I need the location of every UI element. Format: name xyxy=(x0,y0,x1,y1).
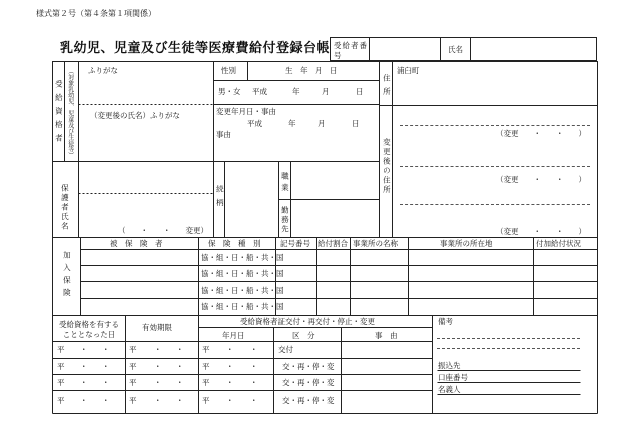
address-dotted-line xyxy=(400,125,590,126)
row4-eligibility-dot: ・ xyxy=(80,396,88,405)
furigana-label: ふりがな xyxy=(88,66,118,75)
insurance-col-type: 保 険 種 別 xyxy=(208,239,261,248)
row4-validity-dot: ・ xyxy=(176,396,184,405)
changed-name-furigana-label: （変更後の氏名）ふりがな xyxy=(90,111,180,120)
form-title: 乳幼児、児童及び生徒等医療費給付登録台帳 xyxy=(60,41,331,56)
row2-category[interactable]: 交・再・停・変 xyxy=(282,362,335,371)
insurance-col-number: 記号番号 xyxy=(280,239,310,248)
form-number: 様式第２号（第４条第１項関係） xyxy=(36,9,156,18)
birth-year-unit: 年 xyxy=(292,87,300,96)
recipient-number-field[interactable] xyxy=(371,39,439,60)
row2-issue-dot: ・ xyxy=(250,362,258,371)
reason-label: 事由 xyxy=(216,130,231,139)
row2-eligibility-era: 平 xyxy=(57,362,65,371)
row3-issue-era: 平 xyxy=(202,378,210,387)
insurance-col-office-address: 事業所の所在地 xyxy=(440,239,493,248)
changed-name-field[interactable] xyxy=(79,124,212,160)
change-year-unit: 年 xyxy=(288,119,296,128)
issue-header: 受給資格者証交付・再交付・停止・変更 xyxy=(240,317,375,326)
row1-validity-era: 平 xyxy=(129,345,137,354)
birth-era: 平成 xyxy=(252,87,267,96)
address-town: 浦臼町 xyxy=(397,66,420,75)
eligibility-date-header: 受給資格を有することとなった日 xyxy=(59,320,119,340)
address-field[interactable] xyxy=(393,62,596,104)
row3-eligibility-dot: ・ xyxy=(102,378,110,387)
guardian-name-field[interactable] xyxy=(79,163,212,223)
row4-issue-dot: ・ xyxy=(226,396,234,405)
recipient-sub-label: （対象乳幼児、児童及び生徒等） xyxy=(66,68,74,158)
issue-date-col: 年月日 xyxy=(222,331,245,340)
bank-transfer-label: 振込先 xyxy=(438,361,461,370)
insurance-section-label: 加入保険 xyxy=(62,251,72,301)
row1-issue-dot: ・ xyxy=(226,345,234,354)
row3-eligibility-dot: ・ xyxy=(80,378,88,387)
birth-date-label: 生 年 月 日 xyxy=(285,66,338,75)
insurance-type-row[interactable]: 協・組・日・船・共・国 xyxy=(201,269,284,278)
name-label: 氏名 xyxy=(448,45,463,54)
row1-eligibility-dot: ・ xyxy=(80,345,88,354)
row1-validity-dot: ・ xyxy=(176,345,184,354)
address-dotted-line xyxy=(400,166,590,167)
row3-issue-dot: ・ xyxy=(250,378,258,387)
remarks-dotted-line xyxy=(437,338,580,339)
row1-issue-era: 平 xyxy=(202,345,210,354)
insurance-col-benefit-ratio: 給付割合 xyxy=(318,239,348,248)
insurance-type-row[interactable]: 協・組・日・船・共・国 xyxy=(201,286,284,295)
gender-label: 性別 xyxy=(221,66,236,75)
row4-eligibility-era: 平 xyxy=(57,396,65,405)
row2-eligibility-dot: ・ xyxy=(80,362,88,371)
row3-validity-dot: ・ xyxy=(176,378,184,387)
recipient-name-field[interactable] xyxy=(79,78,212,103)
guardian-name-label: 保護者氏名 xyxy=(60,184,70,232)
insurance-col-office-name: 事業所の名称 xyxy=(353,239,398,248)
relation-label: 続柄 xyxy=(215,185,225,212)
row2-eligibility-dot: ・ xyxy=(102,362,110,371)
insurance-type-row[interactable]: 協・組・日・船・共・国 xyxy=(201,302,284,311)
row1-issue-dot: ・ xyxy=(250,345,258,354)
changed-address-label: 変更後の住所 xyxy=(382,138,392,195)
row2-validity-dot: ・ xyxy=(176,362,184,371)
row1-eligibility-dot: ・ xyxy=(102,345,110,354)
address-label: 住所 xyxy=(382,74,392,101)
row4-category[interactable]: 交・再・停・変 xyxy=(282,396,335,405)
recipient-number-label: 受給者番 号 xyxy=(334,41,377,60)
row4-issue-dot: ・ xyxy=(250,396,258,405)
change-month-unit: 月 xyxy=(318,119,326,128)
row2-validity-dot: ・ xyxy=(154,362,162,371)
row2-issue-dot: ・ xyxy=(226,362,234,371)
change-date-reason-label: 変更年月日・事由 xyxy=(216,107,276,116)
birth-month-unit: 月 xyxy=(322,87,330,96)
insurance-col-extra-benefit: 付加給付状況 xyxy=(536,239,581,248)
insurance-col-insured: 被 保 険 者 xyxy=(110,239,163,248)
address-dotted-line xyxy=(400,204,590,205)
address-change-note-1: （変更 ・ ・ ） xyxy=(496,129,586,138)
row4-eligibility-dot: ・ xyxy=(102,396,110,405)
account-number-label: 口座番号 xyxy=(438,373,468,382)
gender-options[interactable]: 男・女 xyxy=(218,87,241,96)
account-holder-label: 名義人 xyxy=(438,385,461,394)
row3-validity-dot: ・ xyxy=(154,378,162,387)
guardian-change-note: （ ・ ・ 変更） xyxy=(118,226,208,235)
remarks-label: 備考 xyxy=(438,317,453,326)
address-change-note-3: （変更 ・ ・ ） xyxy=(496,227,586,236)
name-field[interactable] xyxy=(472,39,596,60)
birth-day-unit: 日 xyxy=(356,87,364,96)
row3-validity-era: 平 xyxy=(129,378,137,387)
occupation-label: 職業 xyxy=(280,172,290,195)
remarks-dotted-line xyxy=(437,348,580,349)
insurance-type-row[interactable]: 協・組・日・船・共・国 xyxy=(201,253,284,262)
validity-header: 有効期限 xyxy=(142,323,172,332)
change-day-unit: 日 xyxy=(352,119,360,128)
row4-validity-era: 平 xyxy=(129,396,137,405)
row2-validity-era: 平 xyxy=(129,362,137,371)
row4-issue-era: 平 xyxy=(202,396,210,405)
row3-issue-dot: ・ xyxy=(226,378,234,387)
address-change-note-2: （変更 ・ ・ ） xyxy=(496,175,586,184)
recipient-section-label: 受給資格者 xyxy=(54,80,64,148)
workplace-label: 勤務先 xyxy=(280,206,290,235)
row1-validity-dot: ・ xyxy=(154,345,162,354)
issue-reason-col: 事 由 xyxy=(375,331,398,340)
issue-category-col: 区 分 xyxy=(292,331,315,340)
row4-validity-dot: ・ xyxy=(154,396,162,405)
row1-category: 交付 xyxy=(278,345,293,354)
change-era: 平成 xyxy=(247,119,262,128)
row2-issue-era: 平 xyxy=(202,362,210,371)
row3-eligibility-era: 平 xyxy=(57,378,65,387)
row3-category[interactable]: 交・再・停・変 xyxy=(282,378,335,387)
row1-eligibility-era: 平 xyxy=(57,345,65,354)
